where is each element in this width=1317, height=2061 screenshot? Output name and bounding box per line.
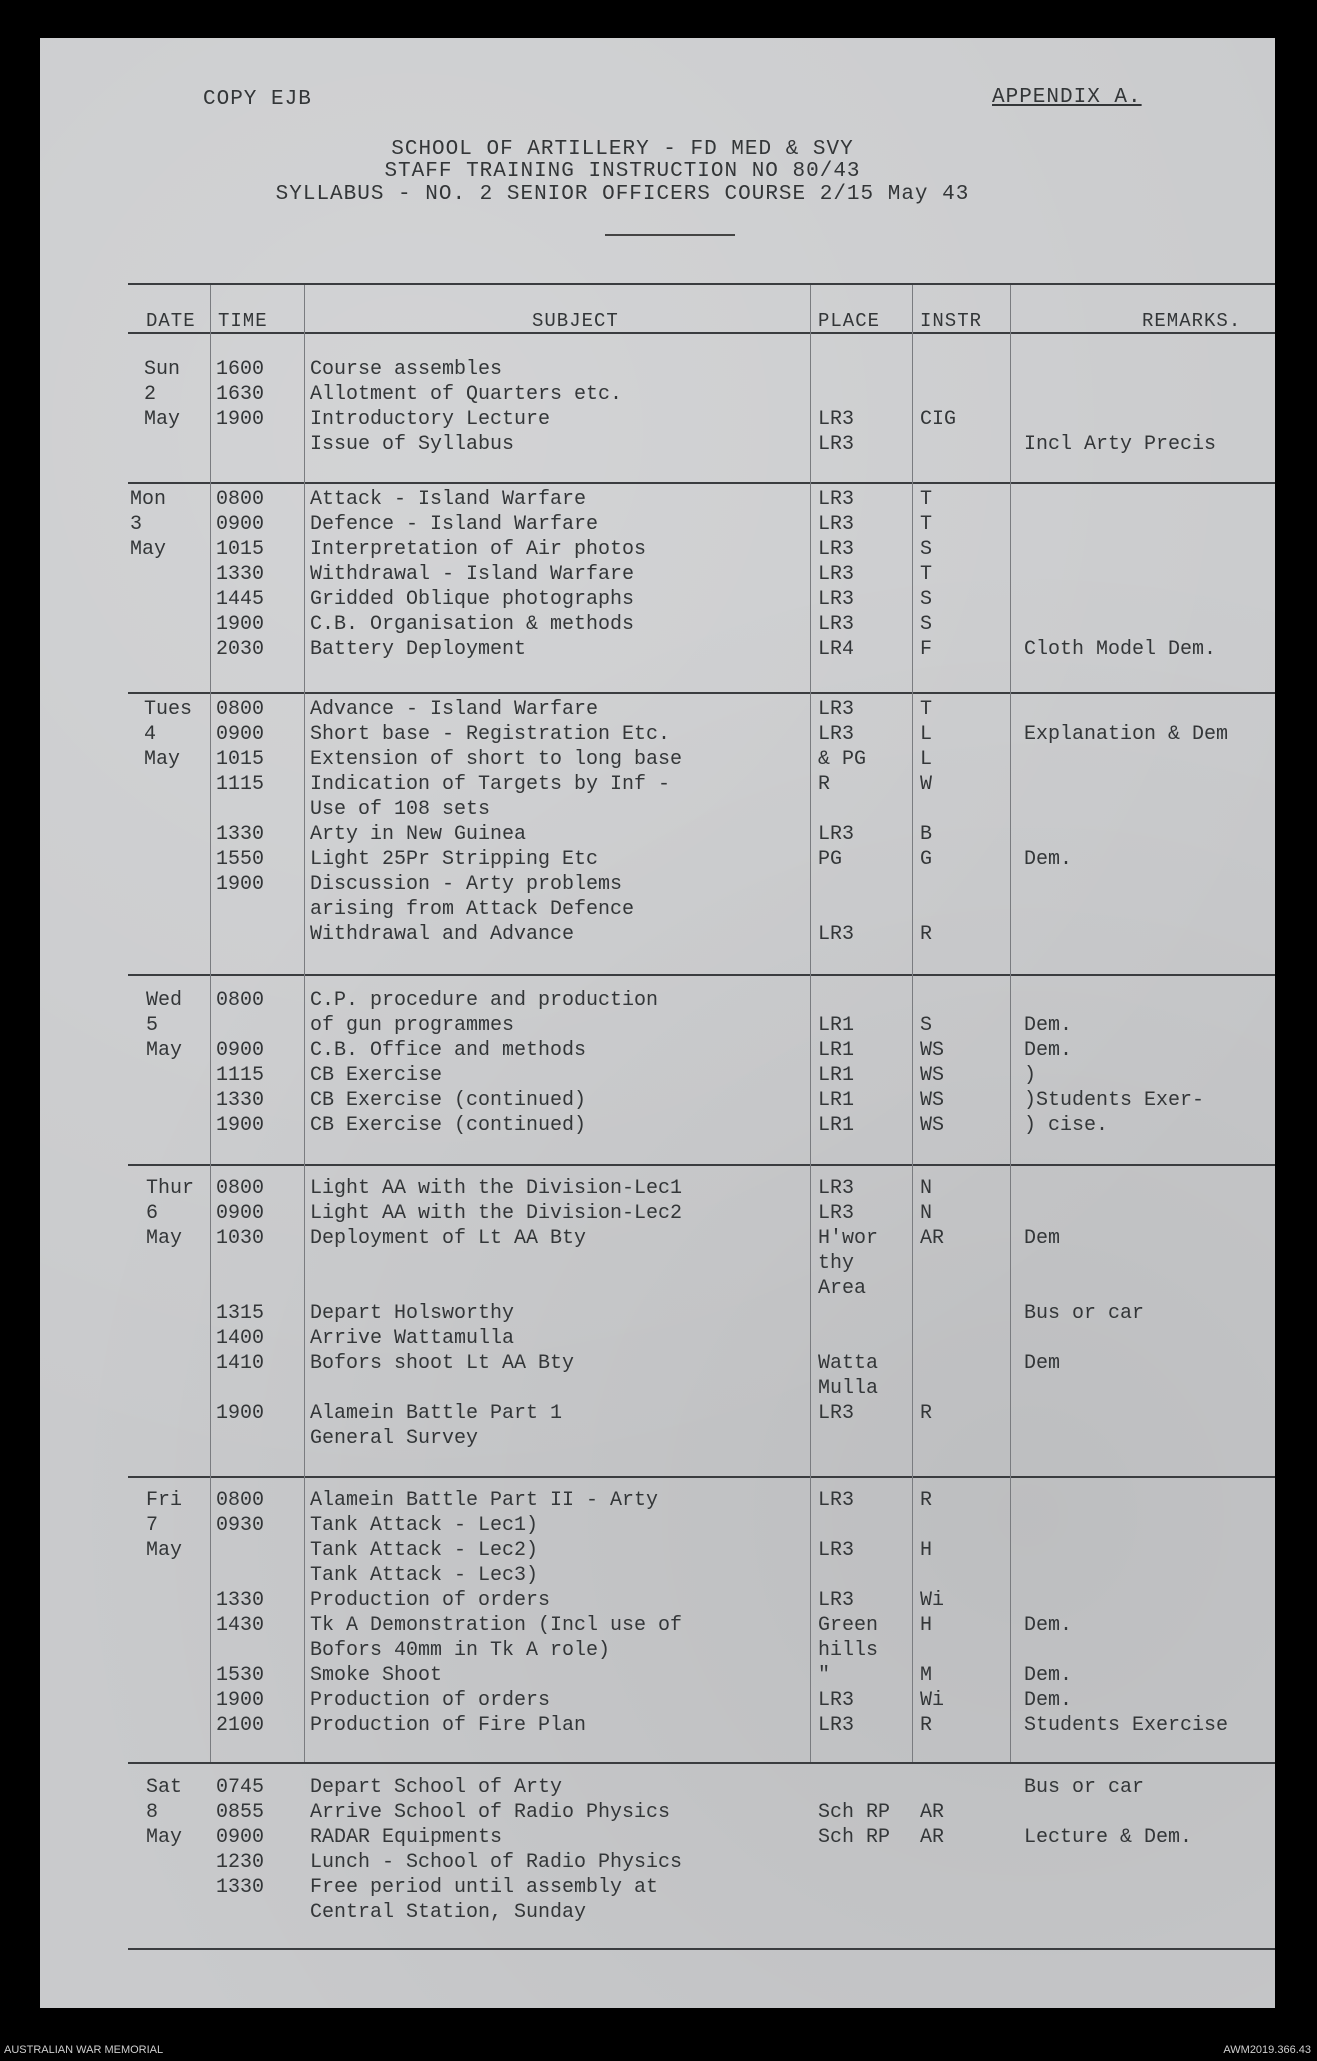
day-places: LR3 LR3 [818,408,855,456]
day-subjects: Depart School of Arty Arrive School of Radio Physics RADAR Equipments Lunch - School of Radio Physics Free period until assembly at Central Station, Sunday [310,1776,683,1924]
column-rule [912,285,913,1762]
day-date: Mon 3 May [130,488,167,561]
day-times: 0800 0900 1030 1315 1400 1410 1900 [216,1177,265,1425]
day-times: 0800 0900 1015 1115 1330 1550 1900 [216,698,265,896]
day-subjects: Attack - Island Warfare Defence - Island Warfare Interpretation of Air photos Withdrawal - Island Warfare Gridded Oblique photographs C.B. Organisation & methods Battery Deployment [310,488,647,661]
day-subjects: Course assembles Allotment of Quarters etc. Introductory Lecture Issue of Syllabus [310,358,623,456]
day-places: LR3 LR3 & PG R LR3 PG LR3 [818,698,867,946]
copy-mark: COPY EJB [203,88,312,111]
day-remarks: Cloth Model Dem. [1024,638,1217,661]
day-places: LR3 LR3 H'wor thy Area Watta Mulla LR3 [818,1177,879,1425]
column-rule [304,285,305,1762]
col-header-remarks: REMARKS. [1142,310,1242,332]
day-times: 0800 0900 1115 1330 1900 [216,989,265,1137]
day-divider [128,692,1275,694]
day-divider [128,1476,1275,1478]
day-date: Tues 4 May [144,698,193,771]
day-instructors: N N AR R [920,1177,945,1425]
document-page [40,38,1275,2008]
day-times: 0800 0930 1330 1430 1530 1900 2100 [216,1489,265,1737]
day-date: Wed 5 May [146,989,183,1062]
day-instructors: T T S T S S F [920,488,933,661]
archive-reference: AWM2019.366.43 [1223,2044,1311,2056]
day-remarks: Explanation & Dem Dem. [1024,723,1229,871]
col-header-instr: INSTR [920,310,983,332]
day-instructors: AR AR [920,1801,945,1849]
table-bottom-rule [128,1948,1275,1950]
day-subjects: C.P. procedure and production of gun programmes C.B. Office and methods CB Exercise CB Exercise (continued) CB Exercise (continued) [310,989,659,1137]
column-rule [210,285,211,1762]
day-remarks: Incl Arty Precis [1024,433,1217,456]
title-line-1: SCHOOL OF ARTILLERY - FD MED & SVY [391,138,854,161]
day-places: Sch RP Sch RP [818,1801,891,1849]
column-rule [810,285,811,1762]
day-divider [128,1762,1275,1764]
day-remarks: Dem Bus or car Dem [1024,1227,1145,1375]
col-header-place: PLACE [818,310,881,332]
header-bottom-rule [128,332,1275,334]
day-remarks: Dem. Dem. Dem. Students Exercise [1024,1614,1229,1737]
day-divider [128,974,1275,976]
day-times: 0800 0900 1015 1330 1445 1900 2030 [216,488,265,661]
day-places: LR3 LR3 LR3 LR3 LR3 LR3 LR4 [818,488,855,661]
appendix-label: APPENDIX A. [992,86,1142,109]
col-header-date: DATE [146,310,196,332]
day-times: 1600 1630 1900 [216,358,265,431]
day-date: Thur 6 May [146,1177,195,1250]
day-divider [128,482,1275,484]
day-instructors: S WS WS WS WS [920,1014,945,1137]
day-date: Sat 8 May [146,1776,183,1849]
day-instructors: CIG [920,408,957,431]
col-header-time: TIME [218,310,268,332]
col-header-subject: SUBJECT [532,310,619,332]
day-places: LR1 LR1 LR1 LR1 LR1 [818,1014,855,1137]
column-rule [1010,285,1011,1762]
day-remarks: Bus or car Lecture & Dem. [1024,1776,1193,1849]
day-instructors: R H Wi H M Wi R [920,1489,945,1737]
day-divider [128,1164,1275,1166]
title-underline [605,234,735,236]
day-date: Fri 7 May [146,1489,183,1562]
day-date: Sun 2 May [144,358,181,431]
archive-credit: AUSTRALIAN WAR MEMORIAL [4,2044,164,2056]
title-line-3: SYLLABUS - NO. 2 SENIOR OFFICERS COURSE 2/15 May 43 [275,183,970,206]
day-remarks: Dem. Dem. ) )Students Exer- ) cise. [1024,1014,1205,1137]
table-top-rule [128,283,1275,285]
day-subjects: Light AA with the Division-Lec1 Light AA with the Division-Lec2 Deployment of Lt AA Bty Depart Holsworthy Arrive Wattamulla Bofors shoot Lt AA Bty Alamein Battle Part 1 General Survey [310,1177,683,1450]
day-subjects: Alamein Battle Part II - Arty Tank Attack - Lec1) Tank Attack - Lec2) Tank Attack - Lec3) Production of orders Tk A Demonstration (Incl use of Bofors 40mm in Tk A role) Smoke Shoot Production of orders Production of Fire Plan [310,1489,683,1737]
title-line-2: STAFF TRAINING INSTRUCTION NO 80/43 [384,160,861,183]
day-places: LR3 LR3 LR3 Green hills " LR3 LR3 [818,1489,879,1737]
day-times: 0745 0855 0900 1230 1330 [216,1776,265,1899]
day-instructors: T L L W B G R [920,698,933,946]
day-subjects: Advance - Island Warfare Short base - Registration Etc. Extension of short to long base Indication of Targets by Inf - Use of 108 sets Arty in New Guinea Light 25Pr Stripping Etc Discussion - Arty problems arising from Attack Defence Withdrawal and Advance [310,698,683,946]
